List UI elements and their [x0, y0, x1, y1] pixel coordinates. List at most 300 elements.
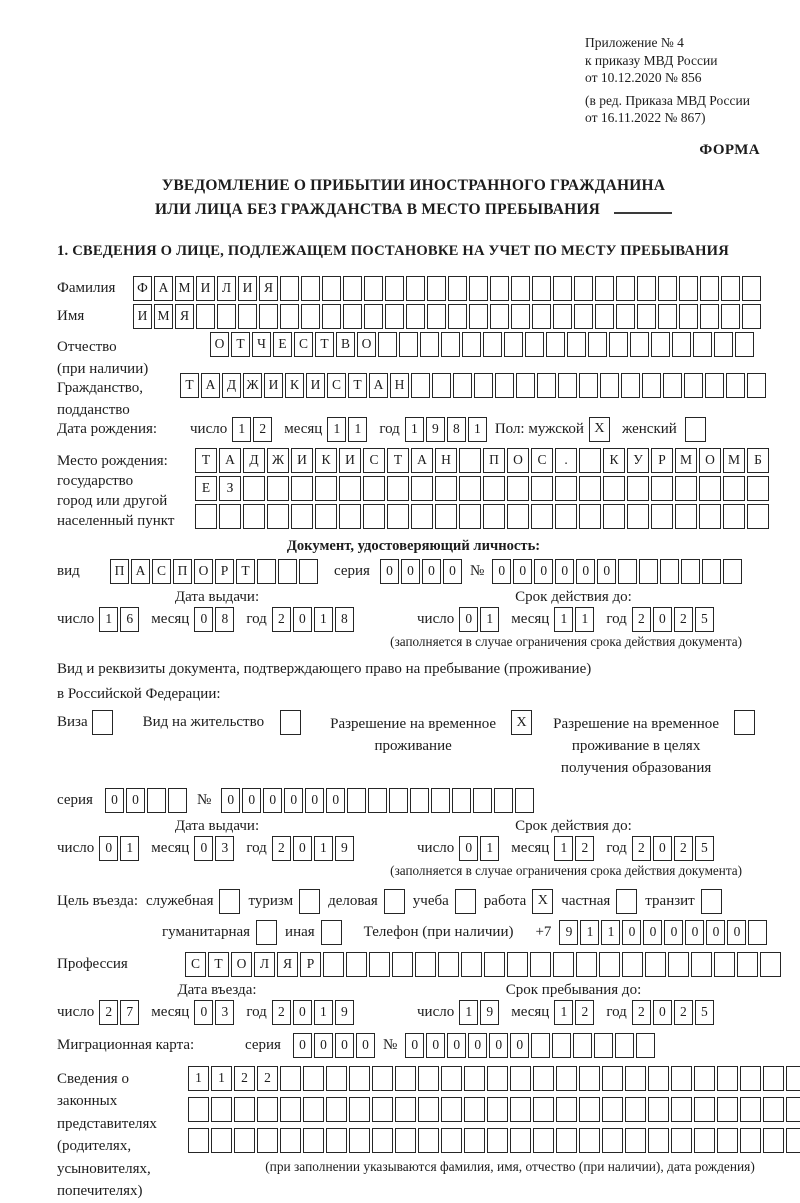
char-cell[interactable] [363, 476, 385, 501]
sex-male-checkbox[interactable]: X [589, 417, 610, 442]
char-cell[interactable] [464, 1097, 485, 1122]
char-cell[interactable] [579, 504, 601, 529]
char-cell[interactable] [622, 952, 643, 977]
char-cell[interactable] [168, 788, 187, 813]
char-cell[interactable] [427, 304, 446, 329]
option-temp-residence[interactable] [323, 710, 532, 758]
char-cell[interactable]: О [699, 448, 721, 473]
char-cell[interactable] [364, 304, 383, 329]
char-cell[interactable] [385, 276, 404, 301]
char-cell[interactable] [303, 1128, 324, 1153]
char-cell[interactable]: Р [651, 448, 673, 473]
char-cell[interactable] [531, 476, 553, 501]
char-cell[interactable] [533, 1066, 554, 1091]
char-cell[interactable] [531, 504, 553, 529]
char-cell[interactable] [588, 332, 607, 357]
char-cell[interactable] [579, 448, 601, 473]
char-cell[interactable] [556, 1097, 577, 1122]
char-cell[interactable] [234, 1097, 255, 1122]
char-cell[interactable] [671, 1128, 692, 1153]
char-cell[interactable] [714, 332, 733, 357]
char-cell[interactable]: 9 [426, 417, 445, 442]
char-cell[interactable]: 0 [489, 1033, 508, 1058]
char-cell[interactable] [537, 373, 556, 398]
char-cell[interactable]: 1 [554, 836, 573, 861]
char-cell[interactable] [399, 332, 418, 357]
char-cell[interactable]: 0 [422, 559, 441, 584]
char-cell[interactable]: 8 [447, 417, 466, 442]
char-cell[interactable] [553, 304, 572, 329]
char-cell[interactable] [234, 1128, 255, 1153]
char-cell[interactable]: С [531, 448, 553, 473]
char-cell[interactable] [786, 1066, 800, 1091]
purpose-official-checkbox[interactable] [219, 889, 240, 914]
char-cell[interactable] [280, 1097, 301, 1122]
char-cell[interactable] [511, 304, 530, 329]
char-cell[interactable]: Р [300, 952, 321, 977]
char-cell[interactable] [721, 304, 740, 329]
char-cell[interactable]: 1 [314, 836, 333, 861]
char-cell[interactable] [630, 332, 649, 357]
char-cell[interactable] [459, 504, 481, 529]
char-cell[interactable]: Ч [252, 332, 271, 357]
char-cell[interactable] [694, 1128, 715, 1153]
char-cell[interactable]: О [357, 332, 376, 357]
char-cell[interactable]: 7 [120, 1000, 139, 1025]
char-cell[interactable]: 0 [305, 788, 324, 813]
char-cell[interactable] [660, 559, 679, 584]
char-cell[interactable] [452, 788, 471, 813]
char-cell[interactable]: 1 [188, 1066, 209, 1091]
char-cell[interactable]: 2 [575, 1000, 594, 1025]
char-cell[interactable]: 0 [492, 559, 511, 584]
char-cell[interactable] [219, 504, 241, 529]
char-cell[interactable] [504, 332, 523, 357]
char-cell[interactable] [621, 373, 640, 398]
char-cell[interactable] [322, 304, 341, 329]
char-cell[interactable] [579, 373, 598, 398]
char-cell[interactable] [411, 476, 433, 501]
char-cell[interactable] [147, 788, 166, 813]
option-residence-permit[interactable] [143, 710, 301, 735]
char-cell[interactable] [574, 276, 593, 301]
purpose-humanitarian-checkbox[interactable] [256, 920, 277, 945]
char-cell[interactable] [418, 1128, 439, 1153]
char-cell[interactable]: П [173, 559, 192, 584]
char-cell[interactable] [737, 952, 758, 977]
char-cell[interactable]: Н [390, 373, 409, 398]
char-cell[interactable]: 3 [215, 1000, 234, 1025]
char-cell[interactable]: К [315, 448, 337, 473]
title-blank-line[interactable] [614, 212, 672, 214]
char-cell[interactable] [658, 304, 677, 329]
temp-residence-education-checkbox[interactable] [734, 710, 755, 735]
char-cell[interactable] [579, 1128, 600, 1153]
char-cell[interactable]: 0 [443, 559, 462, 584]
char-cell[interactable]: И [306, 373, 325, 398]
char-cell[interactable] [625, 1128, 646, 1153]
char-cell[interactable] [747, 504, 769, 529]
char-cell[interactable] [602, 1066, 623, 1091]
purpose-private-checkbox[interactable] [616, 889, 637, 914]
char-cell[interactable] [507, 952, 528, 977]
char-cell[interactable] [280, 1128, 301, 1153]
char-cell[interactable]: Т [236, 559, 255, 584]
char-cell[interactable] [717, 1066, 738, 1091]
char-cell[interactable] [763, 1128, 784, 1153]
char-cell[interactable]: 1 [211, 1066, 232, 1091]
purpose-study[interactable] [413, 889, 476, 914]
char-cell[interactable] [615, 1033, 634, 1058]
char-cell[interactable]: 0 [335, 1033, 354, 1058]
char-cell[interactable] [363, 504, 385, 529]
char-cell[interactable]: 3 [215, 836, 234, 861]
char-cell[interactable] [747, 373, 766, 398]
char-cell[interactable] [576, 952, 597, 977]
char-cell[interactable]: С [294, 332, 313, 357]
char-cell[interactable] [238, 304, 257, 329]
char-cell[interactable]: Т [315, 332, 334, 357]
char-cell[interactable] [532, 276, 551, 301]
purpose-work-checkbox[interactable]: X [532, 889, 553, 914]
char-cell[interactable]: 0 [653, 836, 672, 861]
char-cell[interactable]: 1 [348, 417, 367, 442]
char-cell[interactable] [267, 476, 289, 501]
char-cell[interactable] [700, 304, 719, 329]
char-cell[interactable] [378, 332, 397, 357]
char-cell[interactable]: 1 [405, 417, 424, 442]
char-cell[interactable] [627, 476, 649, 501]
char-cell[interactable] [280, 1066, 301, 1091]
char-cell[interactable] [763, 1066, 784, 1091]
char-cell[interactable]: 0 [468, 1033, 487, 1058]
char-cell[interactable] [786, 1128, 800, 1153]
char-cell[interactable]: 1 [554, 1000, 573, 1025]
char-cell[interactable] [322, 276, 341, 301]
char-cell[interactable] [651, 332, 670, 357]
char-cell[interactable] [636, 1033, 655, 1058]
char-cell[interactable] [671, 1097, 692, 1122]
char-cell[interactable]: О [194, 559, 213, 584]
char-cell[interactable]: 2 [632, 836, 651, 861]
purpose-private[interactable] [561, 889, 637, 914]
char-cell[interactable] [515, 788, 534, 813]
char-cell[interactable]: 0 [126, 788, 145, 813]
char-cell[interactable] [323, 952, 344, 977]
char-cell[interactable] [196, 304, 215, 329]
purpose-tourism-checkbox[interactable] [299, 889, 320, 914]
char-cell[interactable] [567, 332, 586, 357]
char-cell[interactable] [552, 1033, 571, 1058]
char-cell[interactable] [490, 304, 509, 329]
char-cell[interactable] [369, 952, 390, 977]
char-cell[interactable] [395, 1097, 416, 1122]
char-cell[interactable] [642, 373, 661, 398]
char-cell[interactable] [579, 476, 601, 501]
char-cell[interactable]: Ж [267, 448, 289, 473]
char-cell[interactable]: П [483, 448, 505, 473]
char-cell[interactable]: 2 [257, 1066, 278, 1091]
char-cell[interactable] [637, 276, 656, 301]
char-cell[interactable]: К [285, 373, 304, 398]
char-cell[interactable] [740, 1128, 761, 1153]
char-cell[interactable] [368, 788, 387, 813]
char-cell[interactable] [469, 304, 488, 329]
char-cell[interactable]: Т [208, 952, 229, 977]
char-cell[interactable] [211, 1128, 232, 1153]
char-cell[interactable] [372, 1128, 393, 1153]
purpose-business[interactable] [328, 889, 405, 914]
char-cell[interactable]: 0 [194, 607, 213, 632]
purpose-business-checkbox[interactable] [384, 889, 405, 914]
char-cell[interactable]: Ф [133, 276, 152, 301]
char-cell[interactable]: 0 [401, 559, 420, 584]
char-cell[interactable] [431, 788, 450, 813]
char-cell[interactable]: 0 [293, 1000, 312, 1025]
char-cell[interactable] [395, 1066, 416, 1091]
char-cell[interactable] [487, 1097, 508, 1122]
char-cell[interactable] [339, 504, 361, 529]
char-cell[interactable] [343, 304, 362, 329]
char-cell[interactable]: И [196, 276, 215, 301]
char-cell[interactable] [349, 1128, 370, 1153]
char-cell[interactable] [326, 1066, 347, 1091]
char-cell[interactable]: 0 [706, 920, 725, 945]
char-cell[interactable]: Л [254, 952, 275, 977]
char-cell[interactable] [651, 504, 673, 529]
char-cell[interactable]: 5 [695, 607, 714, 632]
char-cell[interactable]: 0 [510, 1033, 529, 1058]
char-cell[interactable] [441, 1066, 462, 1091]
char-cell[interactable] [603, 476, 625, 501]
char-cell[interactable] [432, 373, 451, 398]
char-cell[interactable] [700, 276, 719, 301]
char-cell[interactable] [516, 373, 535, 398]
char-cell[interactable]: 1 [480, 836, 499, 861]
char-cell[interactable]: 1 [99, 607, 118, 632]
char-cell[interactable] [675, 504, 697, 529]
char-cell[interactable]: Т [348, 373, 367, 398]
char-cell[interactable]: О [507, 448, 529, 473]
char-cell[interactable] [453, 373, 472, 398]
char-cell[interactable] [671, 1066, 692, 1091]
char-cell[interactable] [474, 373, 493, 398]
char-cell[interactable] [243, 504, 265, 529]
char-cell[interactable] [217, 304, 236, 329]
char-cell[interactable] [510, 1066, 531, 1091]
char-cell[interactable] [595, 304, 614, 329]
char-cell[interactable] [315, 504, 337, 529]
char-cell[interactable] [763, 1097, 784, 1122]
char-cell[interactable] [602, 1097, 623, 1122]
char-cell[interactable] [742, 304, 761, 329]
char-cell[interactable]: 8 [335, 607, 354, 632]
char-cell[interactable] [679, 276, 698, 301]
purpose-official[interactable] [146, 889, 241, 914]
char-cell[interactable] [651, 476, 673, 501]
char-cell[interactable]: 0 [293, 607, 312, 632]
char-cell[interactable]: М [675, 448, 697, 473]
char-cell[interactable] [441, 332, 460, 357]
char-cell[interactable]: М [175, 276, 194, 301]
char-cell[interactable]: А [219, 448, 241, 473]
purpose-other[interactable] [285, 920, 342, 945]
char-cell[interactable]: М [154, 304, 173, 329]
char-cell[interactable] [435, 476, 457, 501]
char-cell[interactable] [343, 276, 362, 301]
char-cell[interactable] [441, 1128, 462, 1153]
char-cell[interactable] [573, 1033, 592, 1058]
char-cell[interactable] [483, 476, 505, 501]
char-cell[interactable]: 0 [555, 559, 574, 584]
char-cell[interactable]: 9 [559, 920, 578, 945]
char-cell[interactable] [555, 504, 577, 529]
char-cell[interactable]: 0 [653, 607, 672, 632]
char-cell[interactable]: 0 [513, 559, 532, 584]
char-cell[interactable] [648, 1066, 669, 1091]
char-cell[interactable]: 1 [314, 1000, 333, 1025]
char-cell[interactable] [464, 1128, 485, 1153]
char-cell[interactable]: 0 [459, 836, 478, 861]
char-cell[interactable]: Я [175, 304, 194, 329]
char-cell[interactable] [525, 332, 544, 357]
char-cell[interactable] [188, 1097, 209, 1122]
char-cell[interactable] [459, 476, 481, 501]
char-cell[interactable]: 0 [727, 920, 746, 945]
char-cell[interactable] [385, 304, 404, 329]
char-cell[interactable] [556, 1128, 577, 1153]
char-cell[interactable]: П [110, 559, 129, 584]
char-cell[interactable] [681, 559, 700, 584]
char-cell[interactable] [663, 373, 682, 398]
char-cell[interactable] [639, 559, 658, 584]
char-cell[interactable] [694, 1066, 715, 1091]
char-cell[interactable]: С [152, 559, 171, 584]
char-cell[interactable] [599, 952, 620, 977]
char-cell[interactable]: 2 [272, 607, 291, 632]
char-cell[interactable] [717, 1128, 738, 1153]
option-visa[interactable] [57, 710, 113, 735]
char-cell[interactable]: Т [195, 448, 217, 473]
char-cell[interactable] [672, 332, 691, 357]
residence-permit-checkbox[interactable] [280, 710, 301, 735]
char-cell[interactable] [648, 1097, 669, 1122]
char-cell[interactable]: . [555, 448, 577, 473]
char-cell[interactable]: 1 [459, 1000, 478, 1025]
char-cell[interactable]: И [291, 448, 313, 473]
char-cell[interactable] [483, 332, 502, 357]
char-cell[interactable]: 1 [327, 417, 346, 442]
char-cell[interactable]: 0 [622, 920, 641, 945]
char-cell[interactable]: 1 [232, 417, 251, 442]
char-cell[interactable] [303, 1066, 324, 1091]
char-cell[interactable] [303, 1097, 324, 1122]
char-cell[interactable]: М [723, 448, 745, 473]
char-cell[interactable]: 0 [356, 1033, 375, 1058]
char-cell[interactable]: 2 [253, 417, 272, 442]
purpose-work[interactable] [484, 889, 554, 914]
char-cell[interactable]: Е [273, 332, 292, 357]
char-cell[interactable] [579, 1097, 600, 1122]
char-cell[interactable]: Т [387, 448, 409, 473]
char-cell[interactable]: 0 [380, 559, 399, 584]
char-cell[interactable] [418, 1066, 439, 1091]
char-cell[interactable] [546, 332, 565, 357]
char-cell[interactable] [291, 504, 313, 529]
char-cell[interactable] [510, 1128, 531, 1153]
char-cell[interactable] [469, 276, 488, 301]
char-cell[interactable] [464, 1066, 485, 1091]
char-cell[interactable] [553, 952, 574, 977]
char-cell[interactable] [406, 304, 425, 329]
purpose-study-checkbox[interactable] [455, 889, 476, 914]
char-cell[interactable] [387, 504, 409, 529]
char-cell[interactable] [699, 476, 721, 501]
char-cell[interactable] [507, 476, 529, 501]
char-cell[interactable]: 1 [314, 607, 333, 632]
char-cell[interactable]: 0 [194, 836, 213, 861]
char-cell[interactable]: И [339, 448, 361, 473]
char-cell[interactable] [555, 476, 577, 501]
char-cell[interactable] [392, 952, 413, 977]
char-cell[interactable] [415, 952, 436, 977]
char-cell[interactable] [507, 504, 529, 529]
char-cell[interactable] [487, 1128, 508, 1153]
char-cell[interactable] [705, 373, 724, 398]
char-cell[interactable] [748, 920, 767, 945]
char-cell[interactable]: С [185, 952, 206, 977]
char-cell[interactable]: О [210, 332, 229, 357]
char-cell[interactable] [410, 788, 429, 813]
char-cell[interactable] [301, 276, 320, 301]
visa-checkbox[interactable] [92, 710, 113, 735]
char-cell[interactable]: С [327, 373, 346, 398]
char-cell[interactable] [600, 373, 619, 398]
char-cell[interactable]: Я [277, 952, 298, 977]
char-cell[interactable] [435, 504, 457, 529]
char-cell[interactable]: 0 [664, 920, 683, 945]
char-cell[interactable] [411, 504, 433, 529]
char-cell[interactable]: А [201, 373, 220, 398]
char-cell[interactable] [684, 373, 703, 398]
char-cell[interactable]: 2 [674, 607, 693, 632]
char-cell[interactable]: С [363, 448, 385, 473]
char-cell[interactable] [420, 332, 439, 357]
char-cell[interactable]: 8 [215, 607, 234, 632]
char-cell[interactable] [579, 1066, 600, 1091]
char-cell[interactable]: 0 [643, 920, 662, 945]
char-cell[interactable] [372, 1097, 393, 1122]
char-cell[interactable]: 0 [314, 1033, 333, 1058]
char-cell[interactable] [211, 1097, 232, 1122]
char-cell[interactable] [723, 504, 745, 529]
char-cell[interactable]: 2 [575, 836, 594, 861]
char-cell[interactable] [349, 1097, 370, 1122]
char-cell[interactable]: 0 [194, 1000, 213, 1025]
char-cell[interactable] [299, 559, 318, 584]
char-cell[interactable]: 0 [447, 1033, 466, 1058]
char-cell[interactable] [511, 276, 530, 301]
char-cell[interactable]: И [133, 304, 152, 329]
char-cell[interactable]: Б [747, 448, 769, 473]
char-cell[interactable]: А [369, 373, 388, 398]
char-cell[interactable]: 0 [653, 1000, 672, 1025]
char-cell[interactable] [594, 1033, 613, 1058]
char-cell[interactable] [346, 952, 367, 977]
char-cell[interactable]: Т [231, 332, 250, 357]
char-cell[interactable] [372, 1066, 393, 1091]
char-cell[interactable] [637, 304, 656, 329]
